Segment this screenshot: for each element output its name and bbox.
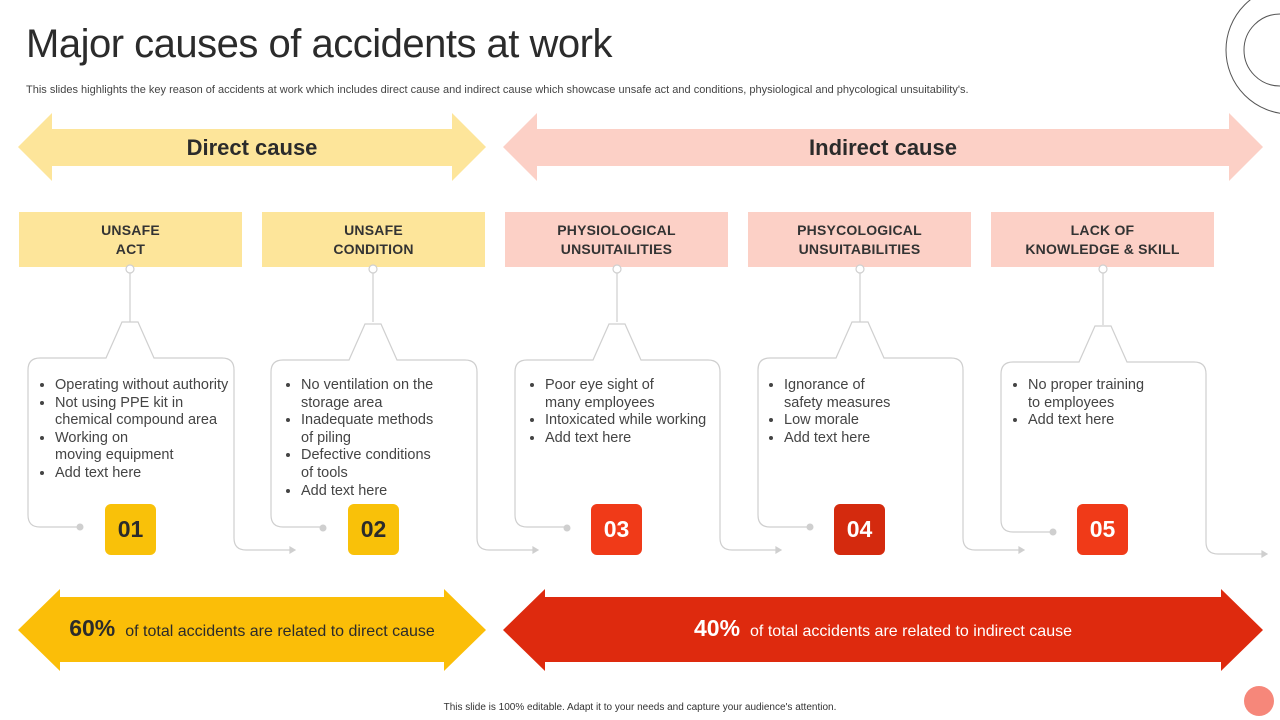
list-item: • Add text here xyxy=(545,430,740,448)
number-badge-02: 02 xyxy=(348,504,399,555)
list-item: • Not using PPE kit in chemical compound area xyxy=(55,395,260,430)
indirect-cause-stat-text: of total accidents are related to indirect cause xyxy=(750,623,1072,640)
indirect-cause-percent: 40% xyxy=(693,615,741,641)
direct-cause-percent: 60% xyxy=(69,615,116,641)
card-heading-physiological: PHYSIOLOGICAL UNSUITAILITIES xyxy=(505,212,728,267)
list-item: • Add text here xyxy=(1028,412,1228,430)
direct-cause-label: Direct cause xyxy=(186,134,318,160)
list-item: • No ventilation on the storage area xyxy=(301,377,501,412)
list-item: • Intoxicated while working xyxy=(545,412,740,430)
direct-cause-stat-text: of total accidents are related to direct cause xyxy=(125,623,435,640)
list-item: • Ignorance of safety measures xyxy=(784,377,984,412)
list-item: • Operating without authority xyxy=(55,377,260,395)
list-item: • Low morale xyxy=(784,412,984,430)
page-title: Major causes of accidents at work xyxy=(26,22,612,66)
list-item: • Working on moving equipment xyxy=(55,430,260,465)
number-badge-05: 05 xyxy=(1077,504,1128,555)
card-heading-unsafe-condition: UNSAFE CONDITION xyxy=(262,212,485,267)
footer-note: This slide is 100% editable. Adapt it to your needs and capture your audience's attention. xyxy=(443,702,837,713)
card-heading-phsycological: PHSYCOLOGICAL UNSUITABILITIES xyxy=(748,212,971,267)
list-item: • Add text here xyxy=(784,430,984,448)
card-heading-unsafe-act: UNSAFE ACT xyxy=(19,212,242,267)
indirect-cause-label: Indirect cause xyxy=(809,134,957,160)
direct-cause-stat xyxy=(60,615,444,642)
card-heading-knowledge-skill: LACK OF KNOWLEDGE & SKILL xyxy=(991,212,1214,267)
number-badge-03: 03 xyxy=(591,504,642,555)
number-badge-01: 01 xyxy=(105,504,156,555)
number-badge-04: 04 xyxy=(834,504,885,555)
list-item: • Defective conditions of tools xyxy=(301,447,501,482)
indirect-cause-stat xyxy=(545,615,1221,642)
list-item: • Add text here xyxy=(301,483,501,501)
list-item: • Inadequate methods of piling xyxy=(301,412,501,447)
page-subtitle: This slides highlights the key reason of accidents at work which includes direct cause and indirect cause which showcase unsafe act and conditions, physiological and phycological unsuitability's. xyxy=(26,84,969,96)
list-item: • Add text here xyxy=(55,465,260,483)
list-item: • No proper training to employees xyxy=(1028,377,1228,412)
list-item: • Poor eye sight of many employees xyxy=(545,377,740,412)
